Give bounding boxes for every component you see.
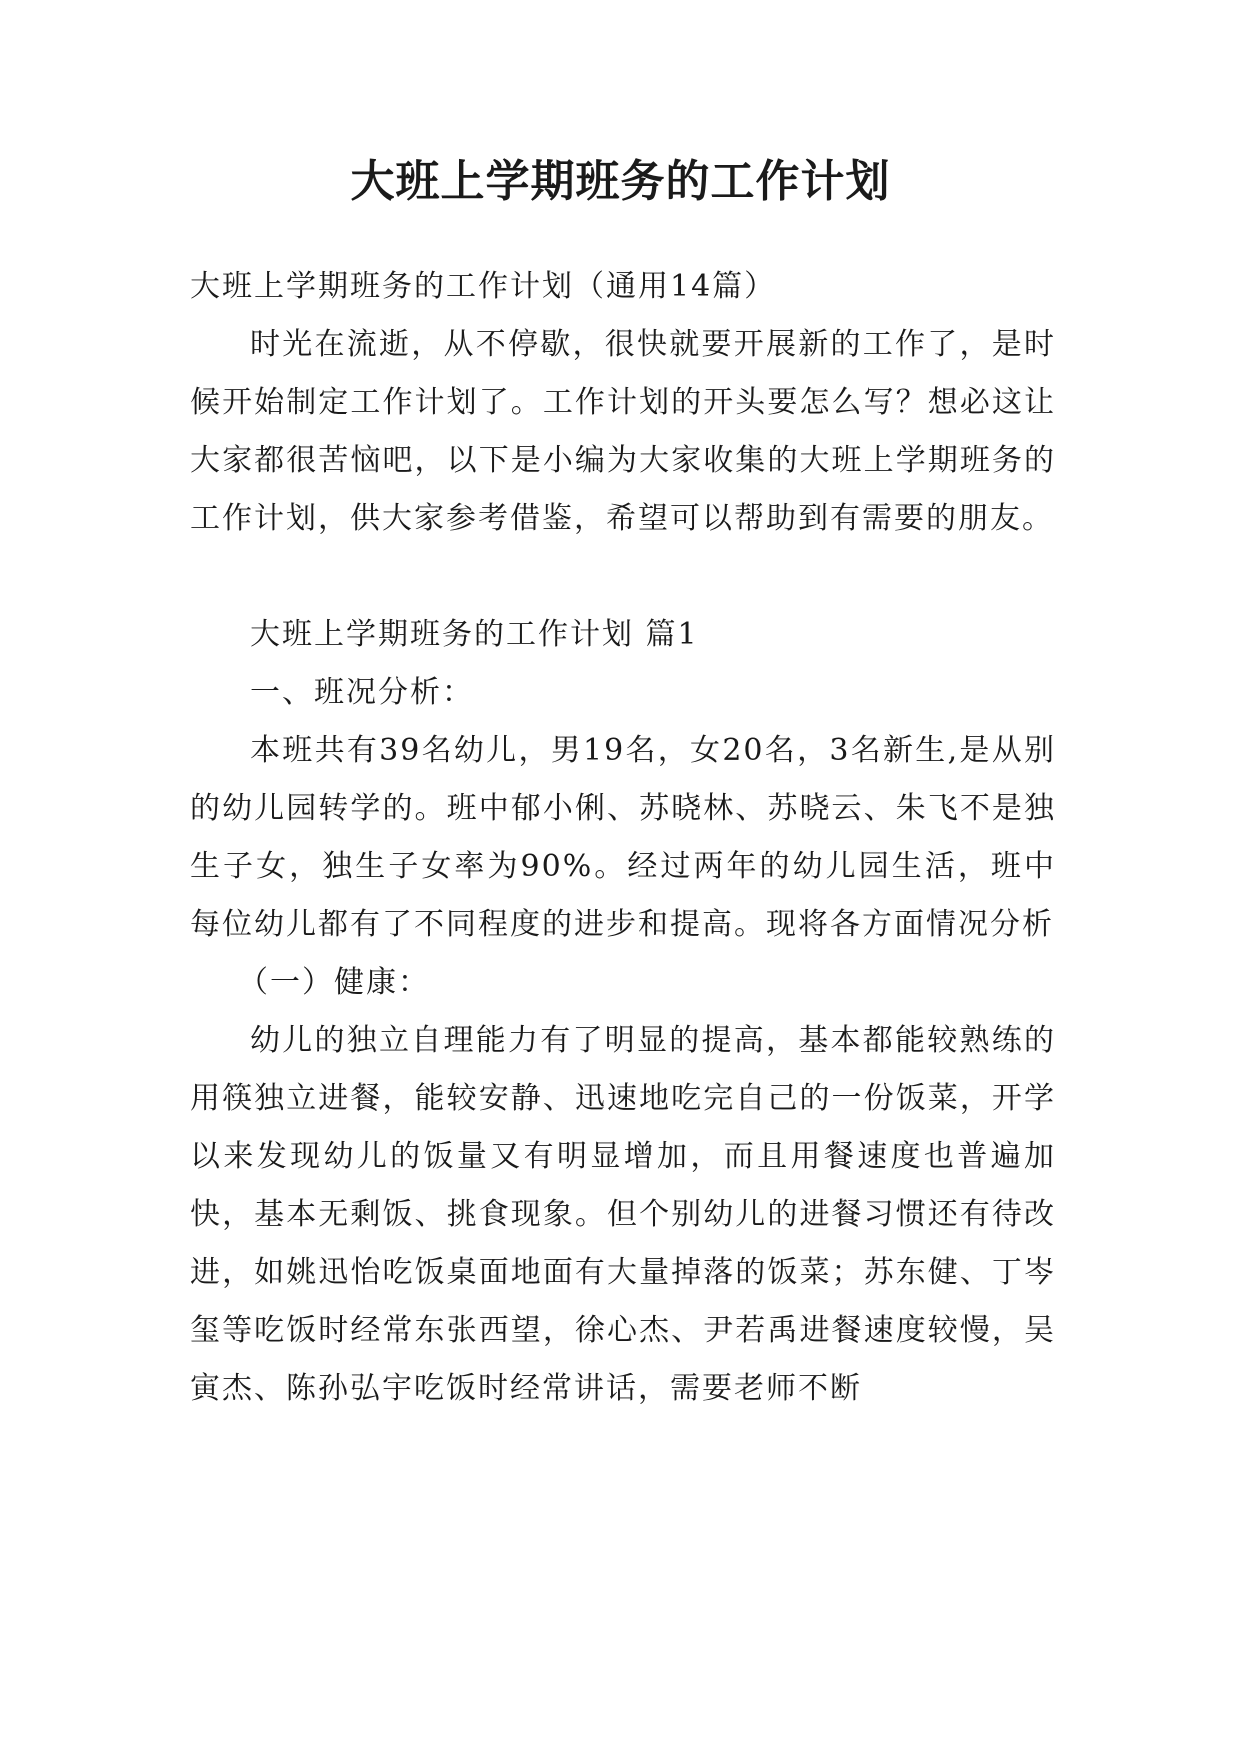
document-title: 大班上学期班务的工作计划 [350, 156, 891, 207]
section-heading: 大班上学期班务的工作计划 篇1 [250, 617, 699, 652]
heading-class-analysis: 一、班况分析： [250, 675, 474, 710]
intro-paragraph: 时光在流逝，从不停歇，很快就要开展新的工作了，是时候开始制定工作计划了。工作计划的开头要怎么写？想必这让大家都很苦恼吧，以下是小编为大家收集的大班上学期班务的工作计划，供大家参考借鉴，希望可以帮助到有需要的朋友。 [190, 327, 1056, 536]
health-paragraph: 幼儿的独立自理能力有了明显的提高，基本都能较熟练的用筷独立进餐，能较安静、迅速地吃完自己的一份饭菜，开学以来发现幼儿的饭量又有明显增加，而且用餐速度也普遍加快，基本无剩饭、挑食现象。但个别幼儿的进餐习惯还有待改进，如姚迅怡吃饭桌面地面有大量掉落的饭菜；苏东健、丁岑玺等吃饭时经常东张西望，徐心杰、尹若禹进餐速度较慢，吴寅杰、陈孙弘宇吃饭时经常讲话，需要老师不断 [190, 1023, 1056, 1406]
class-analysis-paragraph: 本班共有39名幼儿，男19名，女20名，3名新生,是从别的幼儿园转学的。班中郁小俐、苏晓林、苏晓云、朱飞不是独生子女，独生子女率为90%。经过两年的幼儿园生活，班中每位幼儿都有了不同程度的进步和提高。现将各方面情况分析 [190, 733, 1056, 942]
document-body [190, 258, 1056, 1418]
heading-health: （一）健康： [238, 965, 430, 1000]
document-subtitle: 大班上学期班务的工作计划（通用14篇） [190, 269, 777, 304]
paragraph-spacer [190, 548, 1056, 606]
